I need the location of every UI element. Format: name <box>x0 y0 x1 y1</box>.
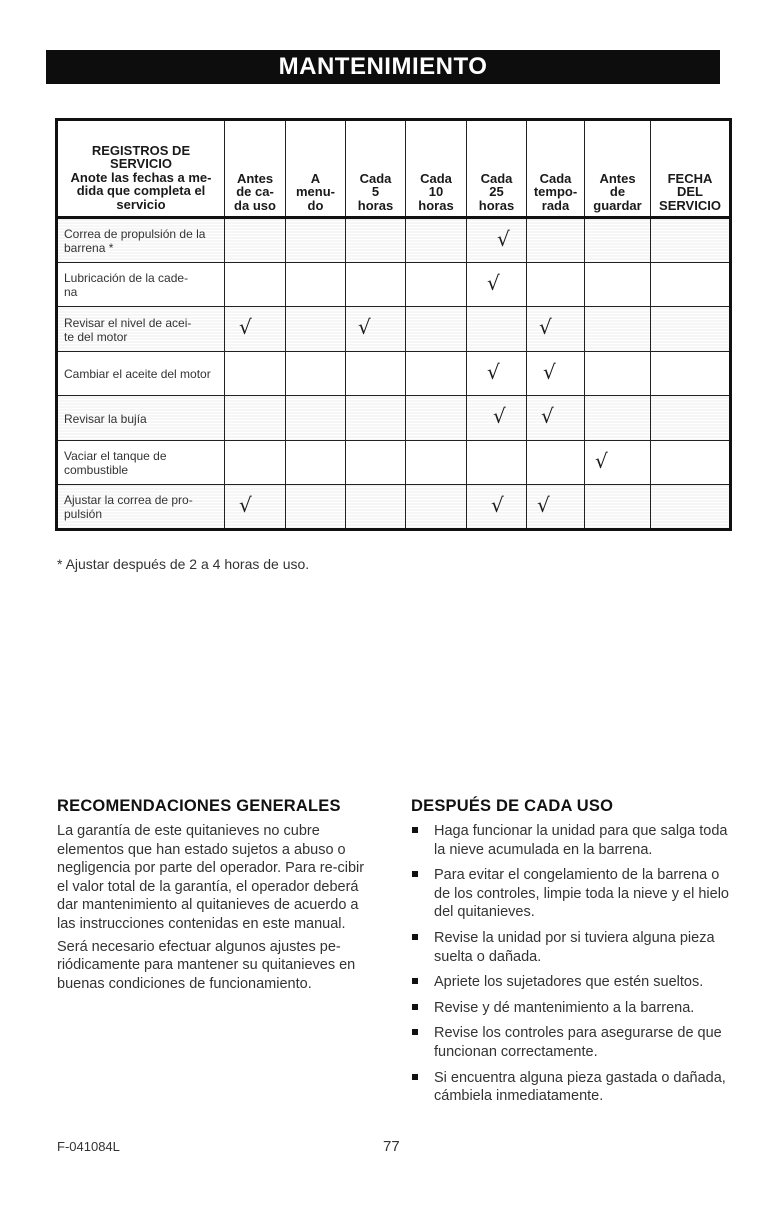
general-paragraph: La garantía de este quitanieves no cubre elementos que han estado sujetos a abuso o negligencia por parte del operador. Para re-cibir el valor total de la garantía, el operador deberá dar mantenimiento al quitanieves de acuerdo a las instrucciones contenidas en este manual. <box>57 823 365 932</box>
list-item <box>411 1069 731 1106</box>
schedule-cell <box>225 218 286 263</box>
task-label: Vaciar el tanque de combustible <box>57 440 225 485</box>
check-mark-icon: √ <box>543 359 556 384</box>
table-row <box>57 262 731 307</box>
schedule-cell <box>286 351 346 396</box>
schedule-cell <box>527 218 585 263</box>
footnote: * Ajustar después de 2 a 4 horas de uso. <box>57 556 310 572</box>
list-item <box>411 866 731 922</box>
bullet-square-icon <box>412 1004 418 1010</box>
table-row <box>57 440 731 485</box>
schedule-cell <box>346 218 406 263</box>
bullet-square-icon <box>412 1074 418 1080</box>
list-item-text: Para evitar el congelamiento de la barrena o de los controles, limpie toda la nieve y el hielo del quitanieves. <box>434 867 729 921</box>
bullet-square-icon <box>412 827 418 833</box>
bullet-square-icon <box>412 978 418 984</box>
schedule-cell <box>651 440 731 485</box>
schedule-cell <box>527 307 585 352</box>
list-item-text: Revise los controles para asegurarse de que funcionan correctamente. <box>434 1025 722 1060</box>
schedule-cell <box>467 218 527 263</box>
schedule-cell <box>585 351 651 396</box>
check-mark-icon: √ <box>497 227 510 251</box>
check-mark-icon: √ <box>358 315 371 339</box>
schedule-cell <box>346 396 406 441</box>
table-row <box>57 307 731 352</box>
header-every-25-hours: Cada 25 horas <box>467 120 527 218</box>
schedule-cell <box>346 485 406 530</box>
schedule-cell <box>651 307 731 352</box>
table-row <box>57 351 731 396</box>
check-mark-icon: √ <box>239 315 252 339</box>
general-paragraph: Será necesario efectuar algunos ajustes pe-riódicamente para mantener su quitanieves en buenas condiciones de funcionamiento. <box>57 938 356 992</box>
document-code: F-041084L <box>57 1139 120 1154</box>
page-number: 77 <box>383 1138 400 1155</box>
schedule-cell <box>585 396 651 441</box>
schedule-cell <box>225 396 286 441</box>
task-label: Cambiar el aceite del motor <box>57 351 225 396</box>
schedule-cell <box>406 262 467 307</box>
task-label: Ajustar la correa de pro- pulsión <box>57 485 225 530</box>
schedule-cell <box>527 351 585 396</box>
schedule-cell <box>467 485 527 530</box>
check-mark-icon: √ <box>487 270 500 295</box>
list-item <box>411 1024 731 1061</box>
header-every-season: Cada tempo- rada <box>527 120 585 218</box>
general-recommendations-section <box>57 796 375 997</box>
list-item-text: Si encuentra alguna pieza gastada o dañada, cámbiela inmediatamente. <box>434 1069 726 1105</box>
after-each-use-heading: DESPUÉS DE CADA USO <box>411 797 614 815</box>
schedule-cell <box>225 351 286 396</box>
list-item <box>411 822 731 859</box>
bullet-square-icon <box>412 1029 418 1035</box>
schedule-cell <box>527 485 585 530</box>
list-item <box>411 929 731 966</box>
header-before-storage: Antes de guardar <box>585 120 651 218</box>
task-label: Correa de propulsión de la barrena * <box>57 218 225 263</box>
schedule-cell <box>651 351 731 396</box>
schedule-cell <box>286 485 346 530</box>
schedule-cell <box>527 396 585 441</box>
header-every-5-hours: Cada 5 horas <box>346 120 406 218</box>
schedule-cell <box>225 440 286 485</box>
schedule-cell <box>225 262 286 307</box>
schedule-cell <box>286 218 346 263</box>
schedule-cell <box>585 440 651 485</box>
schedule-cell <box>225 307 286 352</box>
schedule-cell <box>406 440 467 485</box>
schedule-cell <box>585 485 651 530</box>
schedule-cell <box>467 262 527 307</box>
schedule-cell <box>406 485 467 530</box>
schedule-cell <box>651 396 731 441</box>
after-each-use-list <box>411 822 731 1106</box>
header-before-each-use: Antes de ca- da uso <box>225 120 286 218</box>
schedule-cell <box>585 218 651 263</box>
schedule-cell <box>286 440 346 485</box>
schedule-cell <box>225 485 286 530</box>
list-item-text: Revise la unidad por si tuviera alguna pieza suelta o dañada. <box>434 929 715 965</box>
general-recommendations-heading: RECOMENDACIONES GENERALES <box>57 797 341 815</box>
check-mark-icon: √ <box>537 493 550 517</box>
table-header-row <box>57 120 731 218</box>
schedule-cell <box>286 262 346 307</box>
bullet-square-icon <box>412 871 418 877</box>
schedule-cell <box>406 307 467 352</box>
schedule-cell <box>527 440 585 485</box>
schedule-cell <box>286 307 346 352</box>
schedule-cell <box>346 440 406 485</box>
maintenance-schedule-table <box>55 118 732 531</box>
header-often: A menu- do <box>286 120 346 218</box>
after-each-use-section <box>411 796 731 1113</box>
header-service-records: REGISTROS DE SERVICIO Anote las fechas a me- dida que completa el servicio <box>57 120 225 218</box>
bullet-square-icon <box>412 934 418 940</box>
schedule-cell <box>346 307 406 352</box>
schedule-cell <box>467 396 527 441</box>
schedule-cell <box>467 440 527 485</box>
schedule-cell <box>527 262 585 307</box>
table-row <box>57 396 731 441</box>
list-item-text: Haga funcionar la unidad para que salga toda la nieve acumulada en la barrena. <box>434 823 728 858</box>
page-title-banner: MANTENIMIENTO <box>46 50 720 84</box>
check-mark-icon: √ <box>539 315 552 339</box>
schedule-cell <box>286 396 346 441</box>
task-label: Revisar la bujía <box>57 396 225 441</box>
header-service-date: FECHA DEL SERVICIO <box>651 120 731 218</box>
schedule-cell <box>406 396 467 441</box>
schedule-cell <box>467 307 527 352</box>
task-label: Revisar el nivel de acei- te del motor <box>57 307 225 352</box>
list-item-text: Revise y dé mantenimiento a la barrena. <box>434 999 695 1016</box>
task-label: Lubricación de la cade- na <box>57 262 225 307</box>
list-item-text: Apriete los sujetadores que estén sueltos. <box>434 974 704 991</box>
schedule-cell <box>406 351 467 396</box>
check-mark-icon: √ <box>491 493 504 517</box>
list-item <box>411 973 731 992</box>
schedule-cell <box>406 218 467 263</box>
check-mark-icon: √ <box>595 448 608 473</box>
table-row <box>57 218 731 263</box>
check-mark-icon: √ <box>239 493 252 517</box>
table-row <box>57 485 731 530</box>
schedule-cell <box>467 351 527 396</box>
schedule-cell <box>346 262 406 307</box>
check-mark-icon: √ <box>541 404 554 428</box>
schedule-cell <box>651 485 731 530</box>
schedule-cell <box>346 351 406 396</box>
check-mark-icon: √ <box>487 359 500 384</box>
list-item <box>411 999 731 1018</box>
schedule-cell <box>585 262 651 307</box>
schedule-cell <box>651 262 731 307</box>
header-every-10-hours: Cada 10 horas <box>406 120 467 218</box>
check-mark-icon: √ <box>493 404 506 428</box>
schedule-cell <box>651 218 731 263</box>
schedule-cell <box>585 307 651 352</box>
